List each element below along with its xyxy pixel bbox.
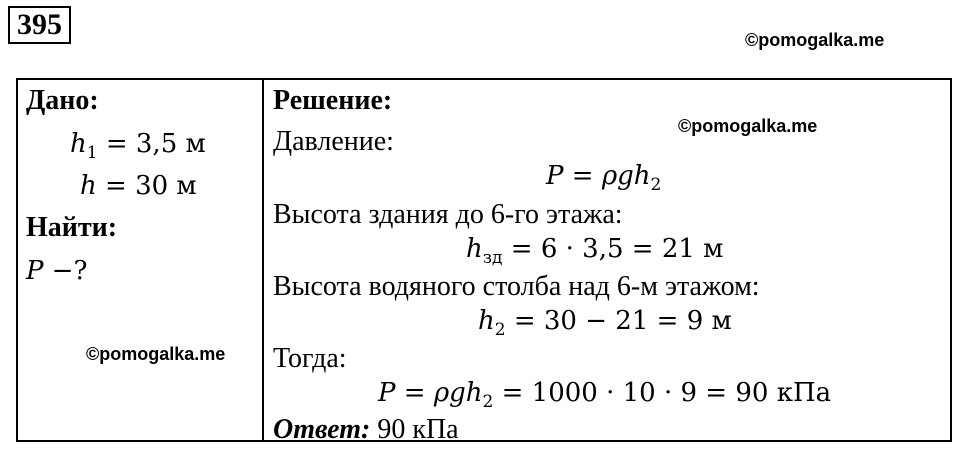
answer-value: 90 кПа <box>370 414 459 445</box>
column-divider <box>262 78 264 442</box>
answer-label: Ответ: <box>273 414 371 445</box>
find-p: P −? <box>26 256 88 286</box>
solution-line-then: Тогда: <box>273 343 347 374</box>
solution-line-building-height: Высота здания до 6-го этажа: <box>273 199 623 230</box>
formula-result: P = ρgh$_2$ = 1000 · 10 · 9 = 90 кПа <box>378 378 832 412</box>
watermark-left: ©pomogalka.me <box>86 344 226 364</box>
solution-line-water-column: Высота водяного столба над 6-м этажом: <box>273 271 760 302</box>
answer <box>273 413 459 447</box>
watermark-top: ©pomogalka.me <box>745 30 885 50</box>
find-title: Найти: <box>26 212 118 243</box>
given-title: Дано: <box>26 85 99 116</box>
formula-pressure: P = ρgh$_2$ <box>546 161 662 195</box>
solution-line-pressure: Давление: <box>273 126 394 157</box>
solution-title: Решение: <box>273 85 393 116</box>
problem-number: 395 <box>8 6 71 44</box>
formula-building-height: $h_{зд} = 6 \cdot 3,5 = 21$ м <box>466 234 724 268</box>
given-h1: $h_1 = 3,5$ м <box>70 129 206 163</box>
formula-water-column: $h_2 = 30 - 21 = 9$ м <box>478 306 732 340</box>
watermark-middle: ©pomogalka.me <box>678 116 818 136</box>
given-h: h = 30 м <box>80 171 197 201</box>
